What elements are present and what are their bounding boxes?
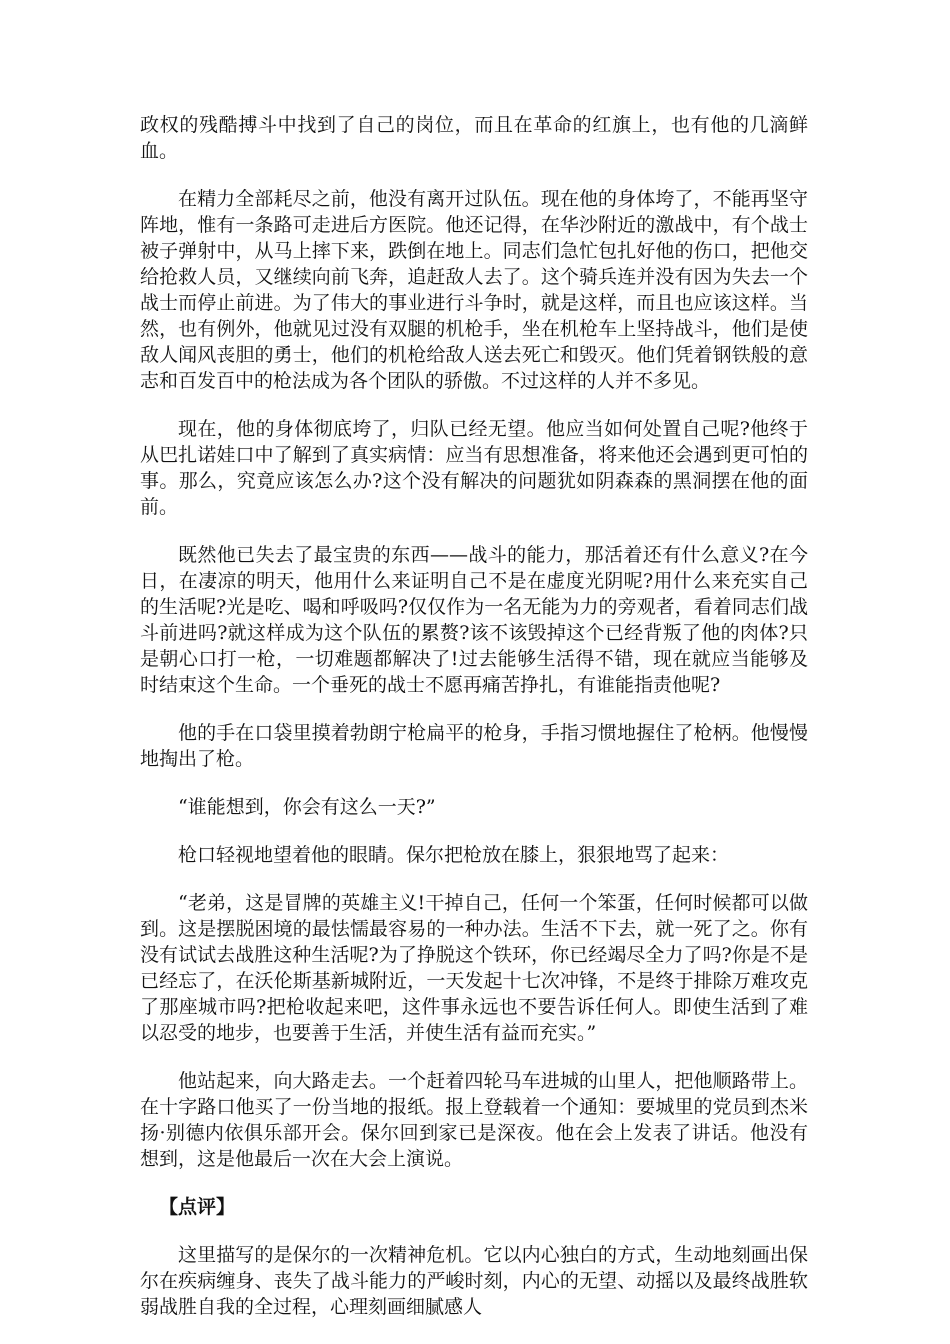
review-paragraph: 这里描写的是保尔的一次精神危机。它以内心独白的方式，生动地刻画出保尔在疾病缠身、丧失了战斗能力的严峻时刻，内心的无望、动摇以及最终战胜软弱战胜自我的全过程，心理刻画细腻感人 <box>140 1244 808 1318</box>
paragraph-3: 现在，他的身体彻底垮了，归队已经无望。他应当如何处置自己呢?他终于从巴扎诺娃口中了解到了真实病情：应当有思想准备，将来他还会遇到更可怕的事。那么，究竟应该怎么办?这个没有解决的问题犹如阴森森的黑洞摆在他的面前。 <box>140 418 808 518</box>
paragraph-4: 既然他已失去了最宝贵的东西——战斗的能力，那活着还有什么意义?在今日，在凄凉的明天，他用什么来证明自己不是在虚度光阴呢?用什么来充实自己的生活呢?光是吃、喝和呼吸吗?仅仅作为一名无能为力的旁观者，看着同志们战斗前进吗?就这样成为这个队伍的累赘?该不该毁掉这个已经背叛了他的肉体?只是朝心口打一枪，一切难题都解决了!过去能够生活得不错，现在就应当能够及时结束这个生命。一个垂死的战士不愿再痛苦挣扎，有谁能指责他呢? <box>140 544 808 696</box>
paragraph-7: 枪口轻视地望着他的眼睛。保尔把枪放在膝上，狠狠地骂了起来： <box>178 844 730 866</box>
paragraph-5: 他的手在口袋里摸着勃朗宁枪扁平的枪身，手指习惯地握住了枪柄。他慢慢地掏出了枪。 <box>140 722 808 770</box>
paragraph-6: “谁能想到，你会有这么一天?” <box>178 796 436 818</box>
document-page <box>140 112 808 1342</box>
paragraph-2: 在精力全部耗尽之前，他没有离开过队伍。现在他的身体垮了，不能再坚守阵地，惟有一条路可走进后方医院。他还记得，在华沙附近的激战中，有个战士被子弹射中，从马上摔下来，跌倒在地上。同志们急忙包扎好他的伤口，把他交给抢救人员，又继续向前飞奔，追赶敌人去了。这个骑兵连并没有因为失去一个战士而停止前进。为了伟大的事业进行斗争时，就是这样，而且也应该这样。当然，也有例外，他就见过没有双腿的机枪手，坐在机枪车上坚持战斗，他们是使敌人闻风丧胆的勇士，他们的机枪给敌人送去死亡和毁灭。他们凭着钢铁般的意志和百发百中的枪法成为各个团队的骄傲。不过这样的人并不多见。 <box>140 188 808 392</box>
paragraph-8: “老弟，这是冒牌的英雄主义!干掉自己，任何一个笨蛋，任何时候都可以做到。这是摆脱困境的最怯懦最容易的一种办法。生活不下去，就一死了之。你有没有试试去战胜这种生活呢?为了挣脱这个铁环，你已经竭尽全力了吗?你是不是已经忘了，在沃伦斯基新城附近，一天发起十七次冲锋，不是终于排除万难攻克了那座城市吗?把枪收起来吧，这件事永远也不要告诉任何人。即使生活到了难以忍受的地步，也要善于生活，并使生活有益而充实。” <box>140 892 808 1044</box>
paragraph-9: 他站起来，向大路走去。一个赶着四轮马车进城的山里人，把他顺路带上。在十字路口他买了一份当地的报纸。报上登载着一个通知：要城里的党员到杰米扬·别德内依俱乐部开会。保尔回到家已是深夜。他在会上发表了讲话。他没有想到，这是他最后一次在大会上演说。 <box>140 1070 808 1170</box>
review-heading: 【点评】 <box>159 1196 236 1218</box>
paragraph-1: 政权的残酷搏斗中找到了自己的岗位，而且在革命的红旗上，也有他的几滴鲜血。 <box>140 114 808 162</box>
